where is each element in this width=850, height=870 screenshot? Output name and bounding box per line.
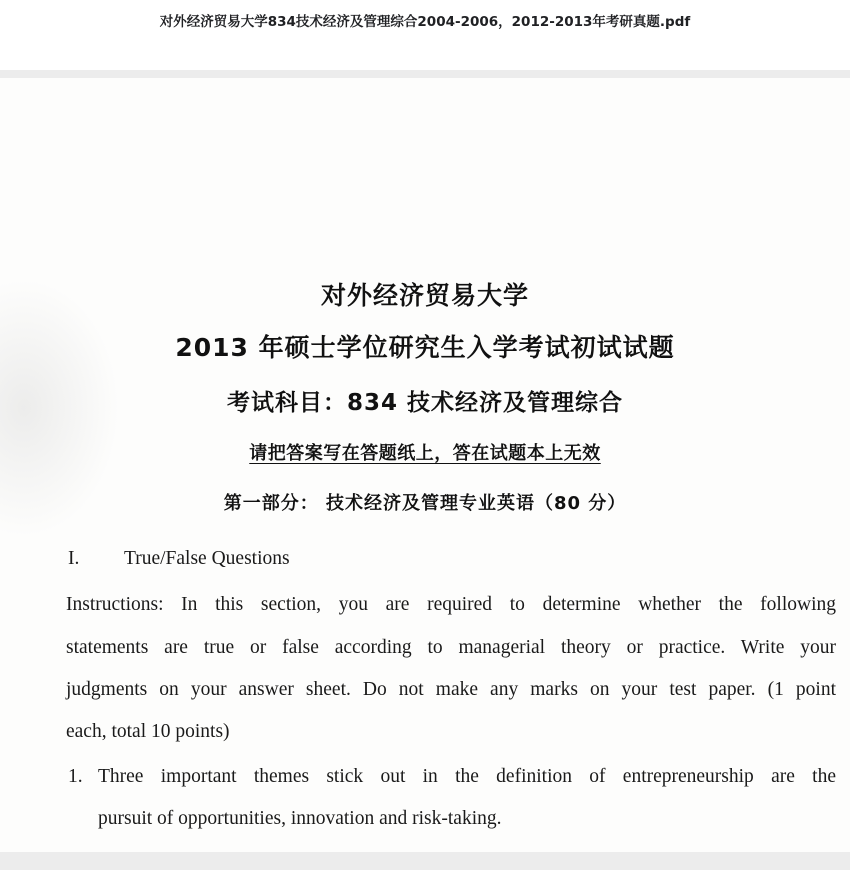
exam-subject: 考试科目：834 技术经济及管理综合 [226, 390, 624, 416]
part-heading: 第一部分： 技术经济及管理专业英语（80 分） [223, 493, 627, 514]
instructions-line: judgments on your answer sheet. Do not make any marks on your test paper. (1 point [66, 679, 836, 700]
exam-title: 2013 年硕士学位研究生入学考试初试试题 [175, 333, 675, 362]
answer-notice [0, 439, 850, 465]
instructions-line: Instructions: In this section, you are required to determine whether the following [66, 594, 836, 615]
file-name: 对外经济贸易大学834技术经济及管理综合2004-2006，2012-2013年考研真题.pdf [159, 14, 691, 30]
section-number: I. [68, 548, 80, 569]
question-number: 1. [68, 766, 83, 787]
answer-notice-text: 请把答案写在答题纸上，答在试题本上无效 [249, 443, 601, 464]
instructions-line: statements are true or false according to managerial theory or practice. Write your [66, 637, 836, 658]
page-gap [0, 852, 850, 870]
instructions-line: each, total 10 points) [66, 721, 230, 742]
section-title: True/False Questions [124, 548, 290, 569]
viewer-header [0, 0, 850, 70]
document-page[interactable] [0, 78, 850, 852]
question-line: pursuit of opportunities, innovation and risk-taking. [98, 808, 502, 829]
university-name: 对外经济贸易大学 [320, 281, 529, 310]
header-divider [0, 70, 850, 78]
question-line: Three important themes stick out in the definition of entrepreneurship are the [98, 766, 836, 787]
